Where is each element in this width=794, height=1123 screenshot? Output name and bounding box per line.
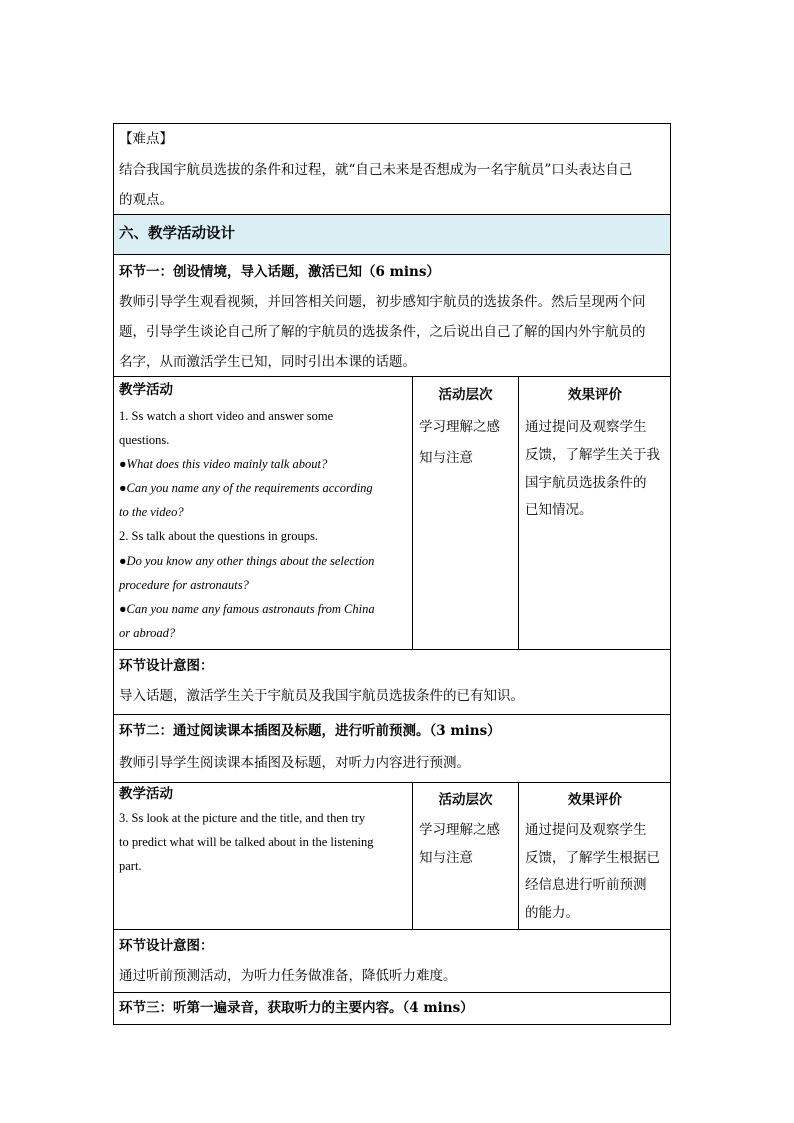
stage-2-level-line-1: 学习理解之感 <box>419 822 500 838</box>
stage-2-title: 环节二：通过阅读课本插图及标题，进行听前预测。（3 mins） <box>119 723 501 739</box>
stage-1-question-4-cont: or abroad? <box>119 626 176 640</box>
stage-1-activity-1-cont: questions. <box>119 433 170 447</box>
difficulty-heading: 【难点】 <box>119 131 173 147</box>
column-divider <box>518 376 519 650</box>
stage-1-question-3: ●Do you know any other things about the selection <box>119 554 375 568</box>
stage-1-desc-line-1: 教师引导学生观看视频，并回答相关问题，初步感知宇航员的选拔条件。然后呈现两个问 <box>119 294 646 310</box>
stage-1-question-3-cont: procedure for astronauts? <box>119 578 249 592</box>
stage-1-title: 环节一：创设情境，导入话题，激活已知（6 mins） <box>119 264 440 280</box>
stage-2-eval-line-2: 反馈，了解学生根据已 <box>525 850 660 866</box>
stage-1-eval-header: 效果评价 <box>568 387 622 403</box>
stage-2-activity-line-3: part. <box>119 859 142 873</box>
stage-1-activity-1: 1. Ss watch a short video and answer some <box>119 409 334 423</box>
stage-2-level-line-2: 知与注意 <box>419 850 473 866</box>
stage-1-question-4: ●Can you name any famous astronauts from China <box>119 602 375 616</box>
stage-2-intent: 通过听前预测活动，为听力任务做准备，降低听力难度。 <box>119 968 457 984</box>
stage-1-question-2-cont: to the video? <box>119 505 184 519</box>
section-6-title: 六、教学活动设计 <box>119 225 235 242</box>
stage-2-eval-header: 效果评价 <box>568 792 622 808</box>
difficulty-line-1: 结合我国宇航员选拔的条件和过程，就“自己未来是否想成为一名宇航员”口头表达自己 <box>119 162 633 178</box>
stage-3-title: 环节三：听第一遍录音，获取听力的主要内容。（4 mins） <box>119 1000 474 1016</box>
stage-2-activity-header: 教学活动 <box>119 786 173 802</box>
stage-1-eval-line-1: 通过提问及观察学生 <box>525 419 647 435</box>
stage-1-activity-2: 2. Ss talk about the questions in groups. <box>119 529 318 543</box>
stage-2-eval-line-4: 的能力。 <box>525 905 579 921</box>
stage-1-activity-header: 教学活动 <box>119 382 173 398</box>
stage-1-question-1: ●What does this video mainly talk about? <box>119 457 328 471</box>
stage-2-level-header: 活动层次 <box>438 792 493 808</box>
stage-2-intent-title: 环节设计意图： <box>119 938 214 954</box>
stage-1-eval-line-3: 国宇航员选拔条件的 <box>525 475 647 491</box>
stage-2-activity-line-1: 3. Ss look at the picture and the title, and then try <box>119 811 366 825</box>
stage-1-intent-title: 环节设计意图： <box>119 658 214 674</box>
column-divider <box>412 376 413 650</box>
stage-2-eval-line-1: 通过提问及观察学生 <box>525 822 647 838</box>
stage-1-desc-line-2: 题，引导学生谈论自己所了解的宇航员的选拔条件，之后说出自己了解的国内外宇航员的 <box>119 324 646 340</box>
stage-1-level-line-2: 知与注意 <box>419 450 473 466</box>
stage-2-eval-line-3: 经信息进行听前预测 <box>525 877 647 893</box>
stage-1-question-2: ●Can you name any of the requirements according <box>119 481 373 495</box>
stage-1-level-header: 活动层次 <box>438 387 493 403</box>
stage-1-eval-line-2: 反馈，了解学生关于我 <box>525 447 660 463</box>
stage-1-intent: 导入话题，激活学生关于宇航员及我国宇航员选拔条件的已有知识。 <box>119 688 524 704</box>
stage-1-level-line-1: 学习理解之感 <box>419 419 500 435</box>
difficulty-line-2: 的观点。 <box>119 192 173 208</box>
stage-2-desc: 教师引导学生阅读课本插图及标题，对听力内容进行预测。 <box>119 755 470 771</box>
stage-2-activity-line-2: to predict what will be talked about in the listening <box>119 835 374 849</box>
stage-1-desc-line-3: 名字，从而激活学生已知，同时引出本课的话题。 <box>119 354 416 370</box>
stage-1-eval-line-4: 已知情况。 <box>525 502 593 518</box>
